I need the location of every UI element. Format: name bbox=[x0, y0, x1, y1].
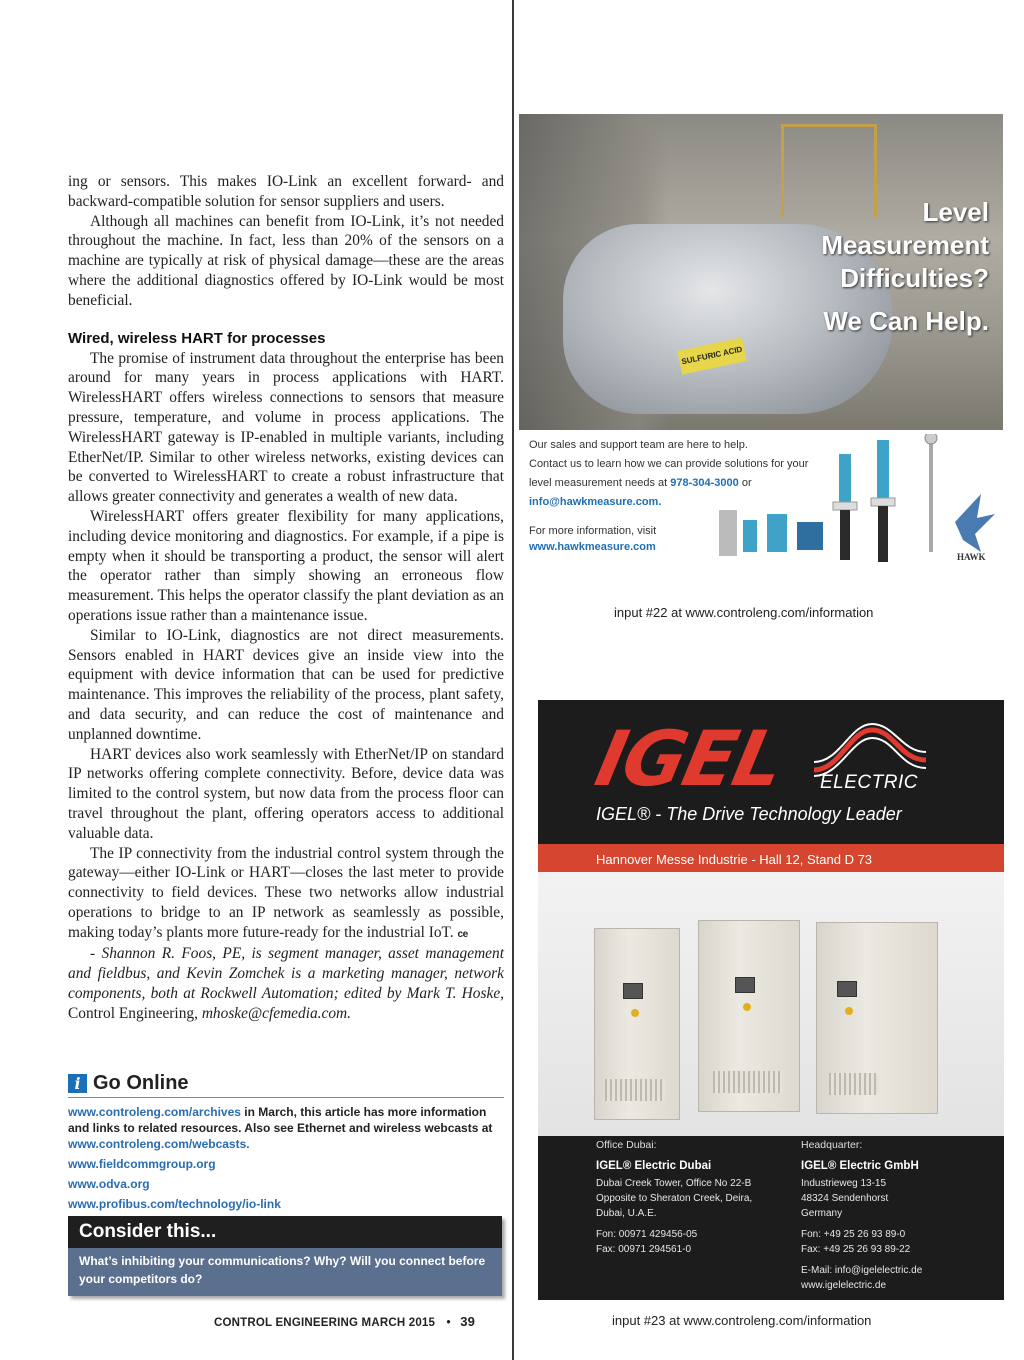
odva-link[interactable]: www.odva.org bbox=[68, 1177, 150, 1191]
office-address: Germany bbox=[801, 1208, 843, 1219]
archives-link[interactable]: www.controleng.com/archives bbox=[68, 1105, 241, 1119]
ad-headline bbox=[821, 196, 989, 295]
go-online-box bbox=[68, 1072, 504, 1216]
input-note-23[interactable]: input #23 at www.controleng.com/information bbox=[612, 1313, 872, 1328]
cabinet bbox=[816, 922, 938, 1114]
consider-body: What’s inhibiting your communications? Why? Will you connect before your competitors do? bbox=[68, 1248, 502, 1296]
article-paragraph: HART devices also work seamlessly with EtherNet/IP on standard IP networks offering complete connectivity. Before, device data was limited to the control system, but now data from the process floor can travel throughout the plant, offering operators access to additional valuable data. bbox=[68, 745, 504, 842]
go-online-text: in March, this article has more information and links to related resources. Also see Ethernet and wireless webcasts at bbox=[68, 1105, 493, 1135]
go-online-links bbox=[68, 1104, 504, 1212]
sensor-head bbox=[925, 434, 937, 444]
article-paragraph: WirelessHART offers greater flexibility for many applications, including device monitoring and diagnostics. For example, if a pipe is empty when it should be transporting a product, the sensor will alert the operator rather than simply showing an erroneous flow measurement. This helps the operator classify the plant deviation as an operations issue rather than a maintenance issue. bbox=[68, 507, 504, 624]
page-footer bbox=[214, 1314, 475, 1329]
sensor-rod bbox=[929, 434, 933, 552]
article-paragraph: Similar to IO-Link, diagnostics are not direct measurements. Sensors enabled in HART devices give an inside view into the equipment with device information that can be used for predictive maintenance. This improves the reliability of the process, plant safety, and data security, and can reduce the cost of maintenance and unplanned downtime. bbox=[68, 626, 504, 743]
page-number: 39 bbox=[460, 1314, 476, 1329]
tank-photo bbox=[519, 114, 1003, 430]
contact-line: Contact us to learn how we can provide solutions for your bbox=[529, 458, 809, 470]
hawk-bird-icon bbox=[955, 494, 995, 552]
dubai-office bbox=[596, 1138, 752, 1257]
cabinet bbox=[594, 928, 680, 1120]
sensor-body bbox=[767, 514, 787, 552]
sensor-body bbox=[719, 510, 737, 556]
office-address: 48324 Sendenhorst bbox=[801, 1193, 889, 1204]
contact-line: Our sales and support team are here to help. bbox=[529, 439, 748, 451]
hawk-brand: HAWK bbox=[957, 552, 986, 562]
office-address: Opposite to Sheraton Creek, Deira, bbox=[596, 1193, 753, 1204]
office-address: Industrieweg 13-15 bbox=[801, 1178, 887, 1189]
byline-email[interactable]: mhoske@cfemedia.com. bbox=[201, 1004, 352, 1022]
sensor-probe bbox=[878, 506, 888, 562]
go-online-title: Go Online bbox=[93, 1072, 189, 1094]
cabinet bbox=[698, 920, 800, 1112]
office-company: IGEL® Electric Dubai bbox=[596, 1160, 712, 1172]
headline-line: Measurement bbox=[821, 230, 989, 260]
sensor-body bbox=[743, 520, 757, 552]
fieldcomm-link[interactable]: www.fieldcommgroup.org bbox=[68, 1157, 216, 1171]
article-paragraph: ing or sensors. This makes IO-Link an excellent forward- and backward-compatible solution for sensor suppliers and users. bbox=[68, 173, 504, 210]
article-paragraph: The promise of instrument data throughout the enterprise has been around for many years in process applications with HART. WirelessHART offers wireless connections to sensors that measure pressure, temperature, and volume in process applications. The WirelessHART gateway is IP-enabled in multiple variants, including EtherNet/IP. Similar to other wireless networks, existing devices can be converted to WirelessHART to create a robust infrastructure that allows greater connectivity and generates a wealth of new data. bbox=[68, 349, 504, 506]
sensor-probe bbox=[839, 454, 851, 504]
byline-publication: Control Engineering, bbox=[68, 1004, 198, 1022]
office-label: Office Dubai: bbox=[596, 1139, 657, 1151]
go-online-header bbox=[68, 1072, 504, 1098]
footer-bullet: • bbox=[446, 1317, 451, 1329]
contact-line: level measurement needs at 978-304-3000 or bbox=[529, 477, 752, 489]
office-address: Dubai Creek Tower, Office No 22-B bbox=[596, 1178, 752, 1189]
column-divider bbox=[512, 0, 514, 1360]
ad-subheadline: We Can Help. bbox=[823, 306, 989, 336]
headline-line: Level bbox=[922, 197, 989, 227]
paragraph-text: The IP connectivity from the industrial control system through the gateway—either IO-Link or HART—closes the last meter to provide connectivity to field devices. These two networks allow industrial operations to bridge to an IP network as seamlessly as possible, making today’s plants more future-ready for the industrial IoT. bbox=[68, 844, 504, 941]
info-icon: i bbox=[68, 1074, 87, 1093]
igel-wave-icon bbox=[810, 720, 930, 780]
office-email[interactable]: E-Mail: info@igelelectric.de bbox=[801, 1265, 923, 1276]
hawk-products-image bbox=[719, 434, 999, 564]
sensor-probe bbox=[833, 502, 857, 510]
headquarter-office bbox=[801, 1138, 922, 1293]
article-paragraph: Although all machines can benefit from IO-Link, it’s not needed throughout the machine. In fact, less than 20% of the sensors on a machine are typically at risk of physical damage—these are the areas where the additional diagnostics offered by IO-Link would be most beneficial. bbox=[68, 212, 504, 309]
office-company: IGEL® Electric GmbH bbox=[801, 1160, 919, 1172]
webcasts-link[interactable]: www.controleng.com/webcasts. bbox=[68, 1137, 250, 1151]
igel-electric-wordmark: ELECTRIC bbox=[820, 772, 918, 793]
byline bbox=[68, 944, 504, 1023]
article-body bbox=[68, 172, 504, 1024]
sensor-probe bbox=[871, 498, 895, 506]
sensor-probe bbox=[840, 510, 850, 560]
office-fax: Fax: 00971 294561-0 bbox=[596, 1244, 692, 1255]
email-link[interactable]: info@hawkmeasure.com bbox=[529, 496, 659, 508]
hawk-advertisement[interactable] bbox=[519, 114, 1003, 576]
phone-number[interactable]: 978-304-3000 bbox=[670, 477, 739, 489]
office-website[interactable]: www.igelelectric.de bbox=[801, 1280, 887, 1291]
consider-box bbox=[68, 1216, 502, 1296]
tank-label: SULFURIC ACID bbox=[677, 337, 747, 374]
cabinets-photo bbox=[538, 872, 1004, 1136]
office-address: Dubai, U.A.E. bbox=[596, 1208, 657, 1219]
hall-info: Hannover Messe Industrie - Hall 12, Stand D 73 bbox=[596, 852, 873, 867]
sensor-body bbox=[797, 522, 823, 550]
sensor-probe bbox=[877, 440, 889, 500]
end-mark: ce bbox=[457, 928, 468, 940]
website-link[interactable]: www.hawkmeasure.com bbox=[529, 541, 656, 553]
contact-line: info@hawkmeasure.com. bbox=[529, 496, 662, 508]
section-heading: Wired, wireless HART for processes bbox=[68, 329, 326, 347]
article-paragraph bbox=[68, 844, 504, 945]
profibus-link[interactable]: www.profibus.com/technology/io-link bbox=[68, 1197, 281, 1211]
go-online-paragraph bbox=[68, 1104, 504, 1152]
footer-publication: CONTROL ENGINEERING MARCH 2015 bbox=[214, 1317, 436, 1329]
igel-advertisement[interactable] bbox=[538, 700, 1004, 1300]
byline-text: - Shannon R. Foos, PE, is segment manager, asset management and fieldbus, and Kevin Zomchek is a marketing manager, network components, both at Rockwell Automation; edited by Mark T. Hoske, bbox=[68, 945, 504, 1003]
office-label: Headquarter: bbox=[801, 1139, 863, 1151]
office-phone: Fon: +49 25 26 93 89-0 bbox=[801, 1229, 906, 1240]
igel-tagline: IGEL® - The Drive Technology Leader bbox=[596, 804, 902, 824]
input-note-22[interactable]: input #22 at www.controleng.com/information bbox=[614, 605, 874, 620]
office-phone: Fon: 00971 429456-05 bbox=[596, 1229, 698, 1240]
office-fax: Fax: +49 25 26 93 89-22 bbox=[801, 1244, 911, 1255]
igel-logo: IGEL bbox=[588, 714, 791, 803]
contact-line: For more information, visit bbox=[529, 525, 657, 537]
consider-title: Consider this... bbox=[68, 1216, 502, 1248]
headline-line: Difficulties? bbox=[840, 263, 989, 293]
